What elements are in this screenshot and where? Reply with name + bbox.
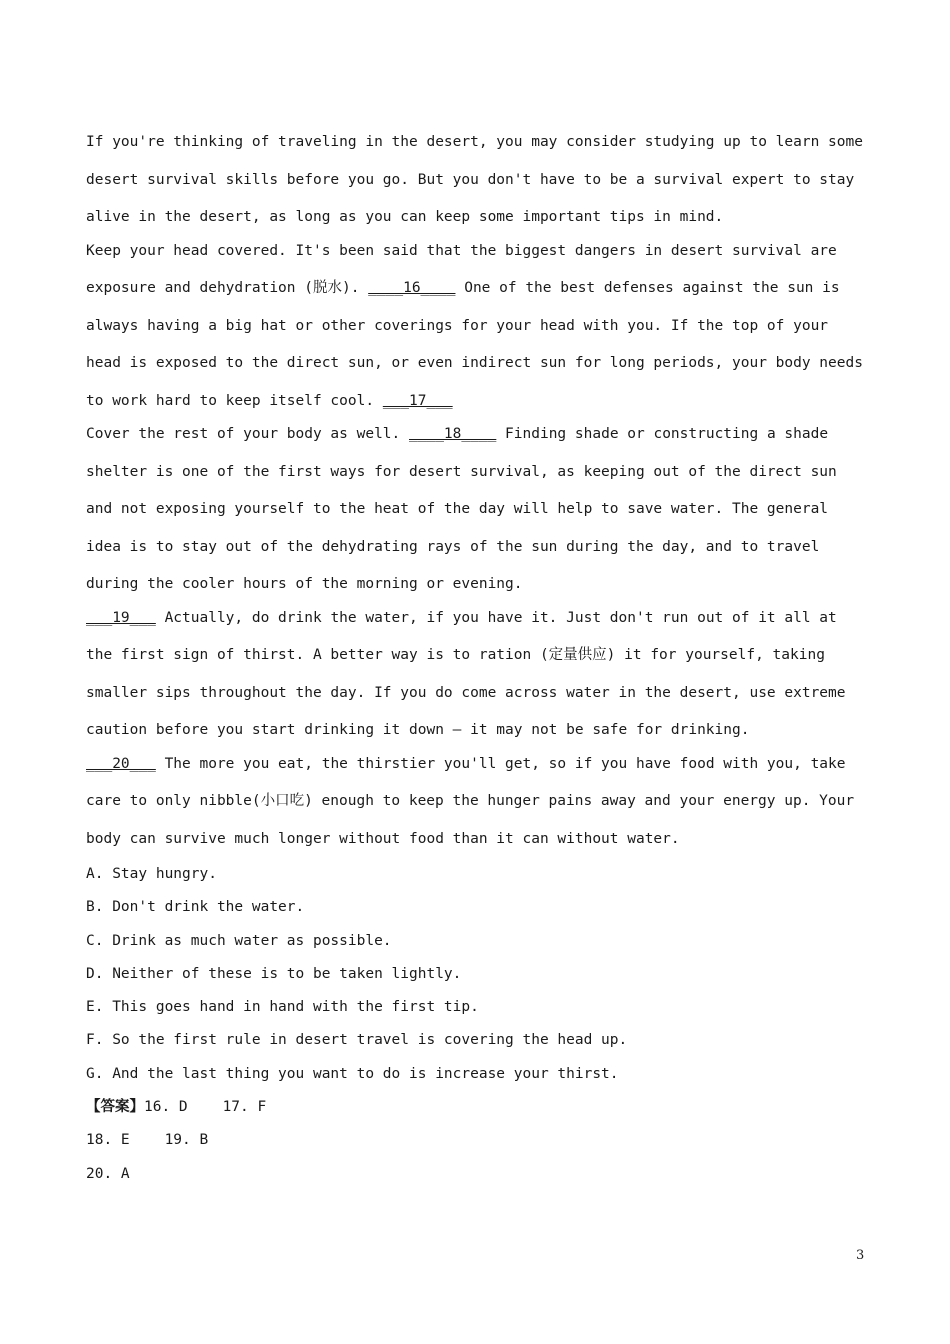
paragraph-head-covered: [86, 233, 866, 421]
blank-18: ____18____: [409, 426, 497, 442]
paragraph-text: Cover the rest of your body as well.: [86, 426, 410, 442]
paragraph-text: Actually, do drink the water, if you have it. Just don't run out of it all at the first sign of thirst. A better way is to ration (定量供应) it for yourself, taking smaller sips throughout the day. If you do come across water in the desert, use extreme caution before you start drinking it down — it may not be safe for drinking.: [86, 609, 846, 738]
option-a: A. Stay hungry.: [86, 866, 217, 882]
answer-line-1: [86, 1091, 866, 1124]
option-g: G. And the last thing you want to do is increase your thirst.: [86, 1065, 619, 1082]
answer-text: 16. D 17. F: [144, 1099, 267, 1116]
paragraph-water: [86, 600, 866, 750]
paragraph-text: Keep your head covered. It's been said that the biggest dangers in desert survival are exposure and dehydration (脱水).: [86, 242, 837, 296]
answer-label: 【答案】: [86, 1099, 144, 1116]
paragraph-text: One of the best defenses against the sun is always having a big hat or other coverings for your head with you. If the top of your head is exposed to the direct sun, or even indirect sun for long periods, your body needs to work hard to keep itself cool.: [86, 280, 863, 409]
option-b: B. Don't drink the water.: [86, 899, 305, 916]
option-d: D. Neither of these is to be taken lightly.: [86, 965, 462, 982]
paragraph-intro: [86, 124, 866, 237]
paragraph-text: The more you eat, the thirstier you'll get, so if you have food with you, take care to only nibble(小口吃) enough to keep the hunger pains away and your energy up. Your body can survive much longer without food than it can without water.: [86, 755, 855, 847]
answer-section: [86, 1091, 866, 1191]
paragraph-cover-body: [86, 416, 866, 604]
paragraph-food: [86, 746, 866, 859]
blank-20: ___20___: [86, 755, 156, 772]
answer-line-3: 20. A: [86, 1165, 130, 1182]
page-number: 3: [856, 1248, 865, 1263]
paragraph-text: Finding shade or constructing a shade shelter is one of the first ways for desert survival, as keeping out of the direct sun and not exposing yourself to the heat of the day will help to save water. The general idea is to stay out of the dehydrating rays of the sun during the day, and to travel during the cooler hours of the morning or evening.: [86, 426, 837, 592]
answer-line-2: 18. E 19. B: [86, 1132, 209, 1149]
option-c: C. Drink as much water as possible.: [86, 932, 392, 949]
options-list: [86, 858, 866, 1091]
blank-17: ___17___: [382, 392, 453, 409]
blank-19: ___19___: [86, 609, 156, 626]
paragraph-text: If you're thinking of traveling in the desert, you may consider studying up to learn some desert survival skills before you go. But you don't have to be a survival expert to stay alive in the desert, as long as you can keep some important tips in mind.: [86, 134, 863, 225]
document-page: [86, 124, 866, 1191]
blank-16: ____16____: [368, 280, 456, 296]
option-f: F. So the first rule in desert travel is covering the head up.: [86, 1032, 628, 1049]
option-e: E. This goes hand in hand with the first tip.: [86, 999, 479, 1016]
